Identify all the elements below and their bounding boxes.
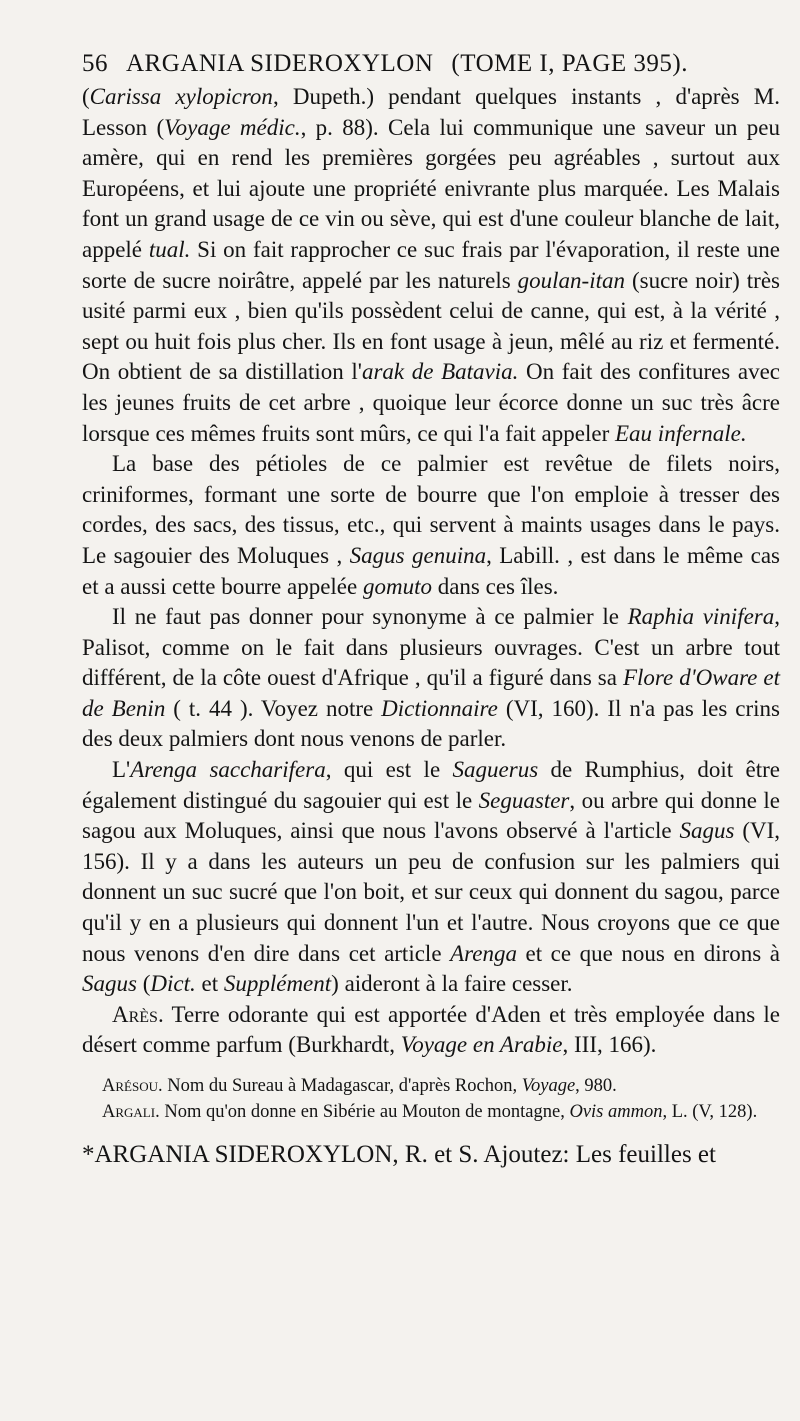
taxon-name: Seguaster <box>478 787 570 813</box>
text-span: Nom qu'on donne en Sibérie au Mouton de montagne, <box>159 1102 570 1122</box>
citation: Dict. <box>150 971 196 997</box>
text-span: ( t. 44 ). Voyez notre <box>165 695 382 721</box>
taxon-name: Sagus <box>82 971 137 997</box>
text-span: de Rumphius, doit être également distingué du sagouier qui est le <box>82 757 780 813</box>
text-span: La base des pétioles de ce palmier est revêtue de filets noirs, criniformes, formant une sorte de bourre que l'on emploie à tresser des cordes, des sacs, des tissus, etc., qui servent à maints usages dans le pays. Le sagouier des Moluques , <box>82 451 780 568</box>
paragraph-2 <box>82 449 780 602</box>
paragraph-1: (Carissa xylopicron, Dupeth.) pendant quelques instants , d'après M. Lesson (Voyage médic., p. 88). Cela lui communique une saveur un peu amère, qui en rend les premières gorgées peu agréables , surtout aux Européens, et lui ajoute une propriété enivrante plus marquée. Les Malais font un grand usage de ce vin ou sève, qui est d'une couleur blanche de lait, appelé tual. Si on fait rapprocher ce suc frais par l'évaporation, il reste une sorte de sucre noirâtre, appelé par les naturels goulan-itan (sucre noir) très usité parmi eux , bien qu'ils possèdent celui de canne, qui est, à la vérité , sept ou huit fois plus cher. Ils en font usage à jeun, mêlé au riz et fermenté. On obtient de sa distillation l'arak de Batavia. On fait des confitures avec les jeunes fruits de cet arbre , quoique leur écorce donne un suc très âcre lorsque ces mêmes fruits sont mûrs, ce qui l'a fait appeler Eau infernale. <box>82 84 781 446</box>
paragraph-5 <box>82 1000 780 1061</box>
page-number: 56 <box>82 50 108 77</box>
text-span: , 980. <box>575 1076 617 1096</box>
short-entries <box>82 1073 780 1125</box>
text-span: et ce que nous en dirons à <box>516 940 780 966</box>
text-span: , Palisot, comme on le fait dans plusieurs ouvrages. C'est un arbre tout différent, de la côte ouest d'Afrique , qu'il a figuré dans sa <box>82 604 780 691</box>
text-span: Si on fait rapprocher ce suc frais par l'évaporation, il reste une sorte de sucre noirâtre, appelé par les naturels <box>82 236 781 293</box>
page <box>82 48 780 1171</box>
text-span: Terre odorante qui est apportée d'Aden et très employée dans le désert comme parfum (Burkhardt, <box>82 1001 780 1058</box>
paragraph-4 <box>82 755 780 1000</box>
text-span: Il ne faut pas donner pour synonyme à ce palmier le <box>112 604 628 630</box>
header-reference: (TOME I, PAGE 395). <box>451 50 689 77</box>
taxon-name: Sagus <box>679 818 735 844</box>
term: goulan-itan <box>517 267 625 293</box>
text-span: et <box>195 971 224 997</box>
citation: Supplément <box>223 971 332 997</box>
text-span: dans ces îles. <box>431 573 559 599</box>
text-span: L' <box>112 757 131 783</box>
term: tual. <box>148 236 191 262</box>
entry-argali <box>82 1099 780 1125</box>
citation: Voyage en Arabie <box>400 1032 563 1058</box>
text-span: , qui est le <box>325 757 453 783</box>
term: Eau infernale. <box>615 420 747 446</box>
text-span: ) aideront à la faire cesser. <box>331 971 573 997</box>
text-span: (VI, 156). Il y a dans les auteurs un peu de confusion sur les palmiers qui donnent un suc sucré que l'on boit, et sur ceux qui donnent du sagou, parce qu'il y en a plusieurs qui donnent l'un et l'autre. Nous croyons que ce que nous venons d'en dire dans cet article <box>82 818 780 966</box>
text-span: (sucre noir) très usité parmi eux , bien qu'ils possèdent celui de canne, qui est, à la vérité , sept ou huit fois plus cher. Ils en font usage à jeun, mêlé au riz et fermenté. On obtient de sa distillation l' <box>82 267 780 385</box>
text-span: On fait des confitures avec les jeunes fruits de cet arbre , quoique leur écorce donne un suc très âcre lorsque ces mêmes fruits sont mûrs, ce qui l'a fait appeler <box>82 359 781 446</box>
entry-headword: Arésou. <box>102 1076 163 1096</box>
taxon-name: Carissa xylopicron <box>89 84 273 109</box>
citation: Dictionnaire <box>381 695 498 721</box>
citation: Voyage médic. <box>164 114 301 140</box>
taxon-name: Saguerus <box>452 757 539 783</box>
taxon-name: Sagus genuina <box>349 542 487 568</box>
running-header <box>82 48 780 80</box>
text-span: , III, 166). <box>562 1032 657 1058</box>
taxon-name: Arenga saccharifera <box>130 757 326 783</box>
text-span: , p. 88). Cela lui communique une saveur un peu amère, qui en rend les premières gorgées peu agréables , surtout aux Européens, et lui ajoute une propriété enivrante plus marquée. Les Malais font un grand usage de ce vin ou sève, qui est d'une couleur blanche de lait, appelé <box>82 114 780 262</box>
body-text <box>82 82 780 1061</box>
text-span: , ou arbre qui donne le sagou aux Moluques, ainsi que nous l'avons observé à l'article <box>82 787 780 844</box>
taxon-name: Arenga <box>450 940 517 966</box>
entry-headword: Arès. <box>112 1001 164 1027</box>
entry-headword: Argali. <box>102 1102 160 1122</box>
citation: Voyage <box>521 1076 576 1096</box>
text-span: , L. (V, 128). <box>662 1102 758 1122</box>
text-span: , Labill. , est dans le même cas et a aussi cette bourre appelée <box>82 542 780 599</box>
text-span: (VI, 160). Il n'a pas les crins des deux palmiers dont nous venons de parler. <box>82 695 780 752</box>
taxon-name: Raphia vinifera <box>627 604 775 630</box>
text-span: , Dupeth.) pendant quelques instants , d'après M. Lesson ( <box>82 84 780 140</box>
term: gomuto <box>362 573 432 599</box>
next-entry-heading: *ARGANIA SIDEROXYLON, R. et S. Ajoutez: Les feuilles et <box>82 1141 716 1168</box>
text-span: ( <box>136 971 151 997</box>
header-title: ARGANIA SIDEROXYLON <box>126 50 434 77</box>
citation: Flore d'Oware et de Benin <box>82 665 780 721</box>
taxon-name: Ovis ammon <box>569 1102 663 1122</box>
entry-aresou <box>82 1073 780 1099</box>
term: arak de Batavia. <box>361 359 519 385</box>
text-span: Nom du Sureau à Madagascar, d'après Rochon, <box>162 1076 522 1096</box>
paragraph-3 <box>82 602 780 755</box>
